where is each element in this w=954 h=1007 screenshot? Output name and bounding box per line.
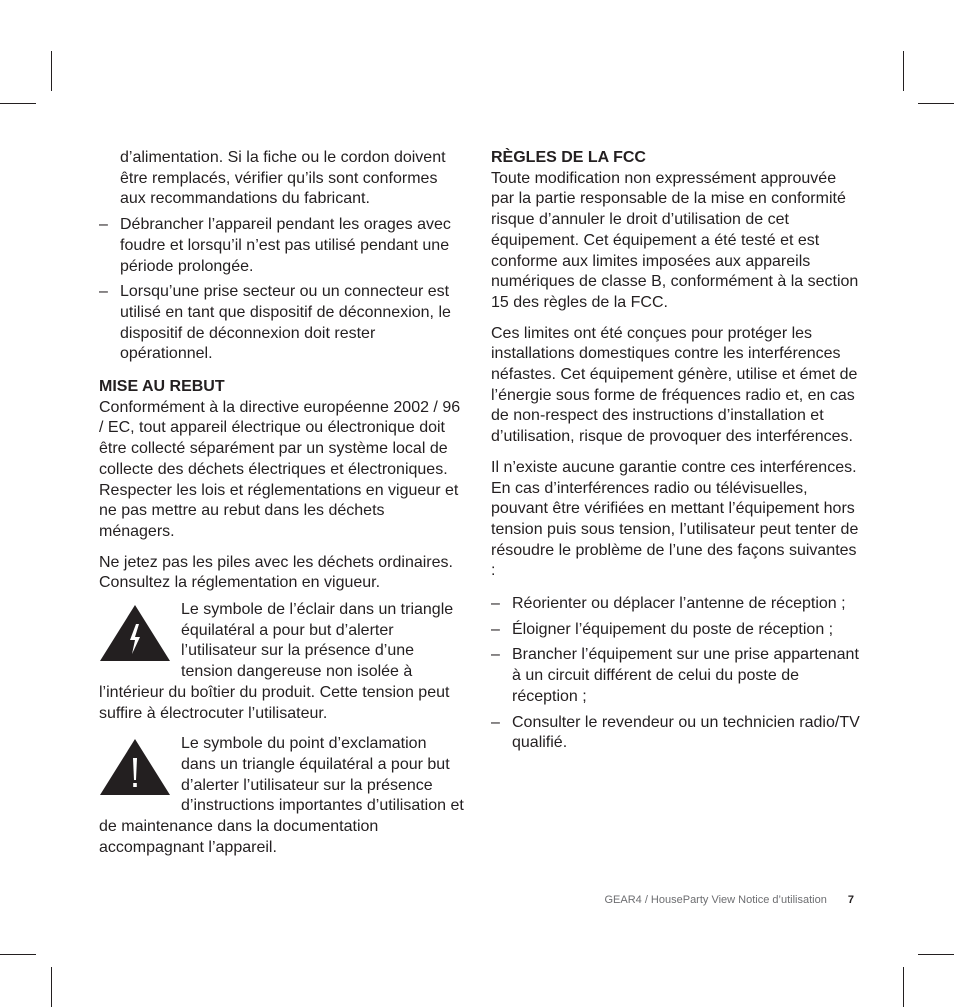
left-column (99, 148, 464, 869)
bullet-text: Lorsqu’une prise secteur ou un connecteur est utilisé en tant que dispositif de déconnexion, le dispositif de déconnexion doit rester opérationnel. (120, 283, 451, 363)
fcc-paragraph: Il n’existe aucune garantie contre ces interférences. En cas d’interférences radio ou télévisuelles, pouvant être vérifiées en mettant l’équipement hors tension puis sous tension, l’utilisateur peut tenter de résoudre le problème de l’une des façons suivantes : (491, 458, 859, 580)
bullet-text: Débrancher l’appareil pendant les orages avec foudre et lorsqu’il n’est pas utilisé pendant une période prolongée. (120, 216, 451, 275)
exclamation-warning-triangle-icon (99, 738, 171, 796)
right-column (491, 148, 861, 759)
crop-mark (903, 51, 904, 91)
fcc-heading: RÈGLES DE LA FCC (491, 149, 646, 166)
list-item (491, 713, 861, 754)
page-footer (604, 894, 854, 906)
crop-mark (51, 51, 52, 91)
crop-mark (0, 103, 36, 104)
lightning-warning (99, 600, 464, 724)
crop-mark (903, 967, 904, 1007)
exclamation-warning-text: Le symbole du point d’exclamation dans un triangle équilatéral a pour but d’alerter l’utilisateur sur la présence d’instructions importantes d’utilisation et de maintenance dans la documentation accompagnant l’appareil. (99, 735, 464, 856)
fcc-paragraph: Toute modification non expressément approuvée par la partie responsable de la mise en conformité risque d’annuler le droit d’utilisation de cet équipement. Cet équipement a été testé et est conforme aux limites imposées aux appareils numériques de classe B, conformément à la section 15 des règles de la FCC. (491, 169, 859, 311)
list-item (99, 215, 464, 277)
batteries-text: Ne jetez pas les piles avec les déchets ordinaires. Consultez la réglementation en vigueur. (99, 553, 453, 592)
bullet-dash: – (99, 283, 108, 301)
lightning-warning-text: Le symbole de l’éclair dans un triangle équilatéral a pour but d’alerter l’utilisateur sur la présence d’une tension dangereuse non isolée à l’intérieur du boîtier du produit. Cette tension peut suffire à électrocuter l’utilisateur. (99, 601, 454, 722)
crop-mark (918, 103, 954, 104)
list-item (491, 594, 861, 615)
bullet-text: Réorienter ou déplacer l’antenne de réception ; (512, 595, 846, 613)
list-item (491, 620, 861, 641)
bullet-text: Brancher l’équipement sur une prise appartenant à un circuit différent de celui du poste de réception ; (512, 646, 859, 705)
crop-mark (51, 967, 52, 1007)
list-item (99, 282, 464, 365)
disposal-text: Conformément à la directive européenne 2002 / 96 / EC, tout appareil électrique ou électronique doit être collecté séparément par un système local de collecte des déchets électriques et électroniques. Respecter les lois et réglementations en vigueur et ne pas mettre au rebut dans les déchets ménagers. (99, 398, 461, 540)
crop-mark (918, 954, 954, 955)
page-number: 7 (847, 894, 854, 906)
lightning-warning-triangle-icon (99, 604, 171, 662)
bullet-dash: – (491, 646, 500, 664)
bullet-dash: – (491, 595, 500, 613)
bullet-text: Consulter le revendeur ou un technicien radio/TV qualifié. (512, 713, 860, 752)
crop-mark (0, 954, 36, 955)
list-item (491, 645, 861, 707)
bullet-text: Éloigner l’équipement du poste de réception ; (512, 620, 834, 638)
disposal-heading: MISE AU REBUT (99, 378, 225, 396)
bullet-dash: – (99, 216, 108, 234)
bullet-dash: – (491, 713, 500, 731)
fcc-paragraph: Ces limites ont été conçues pour protéger les installations domestiques contre les interférences néfastes. Cet équipement génère, utilise et émet de l’énergie sous forme de fréquences radio et, en cas de non-respect des instructions d’installation et d’utilisation, risque de provoquer des interférences. (491, 324, 858, 446)
exclamation-warning (99, 734, 464, 858)
bullet-dash: – (491, 620, 500, 638)
intro-continuation: d’alimentation. Si la fiche ou le cordon doivent être remplacés, vérifier qu’ils sont conformes aux recommandations du fabricant. (120, 149, 446, 208)
footer-title: GEAR4 / HouseParty View Notice d’utilisation (604, 894, 827, 906)
